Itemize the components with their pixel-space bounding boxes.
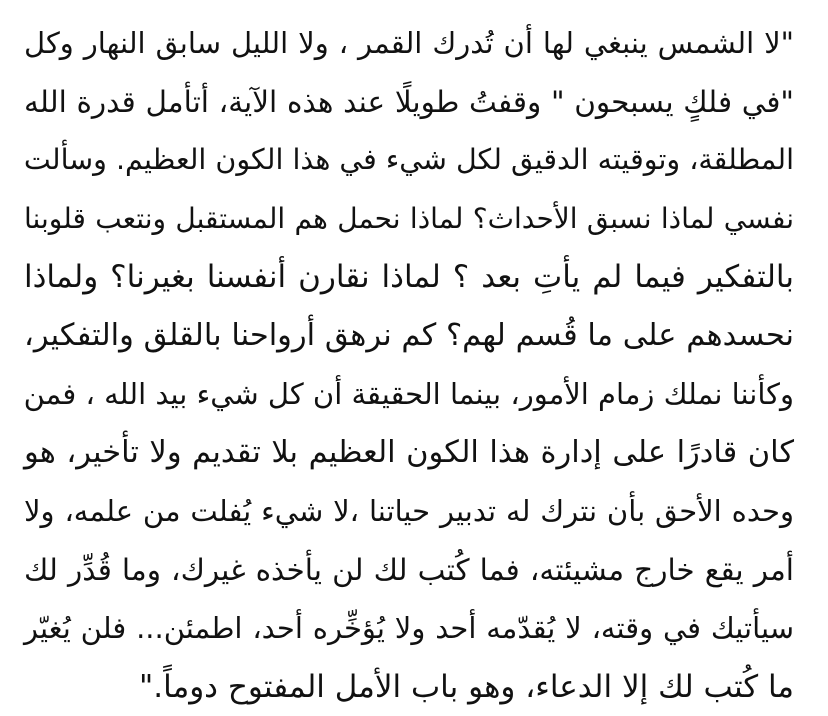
text-line-1: "لا الشمس ينبغي لها أن تُدرك القمر ، ولا الليل سابق النهار وكل: [24, 14, 794, 73]
text-line-2: "في فلكٍ يسبحون " وقفتُ طويلًا عند هذه الآية، أتأمل قدرة الله: [24, 73, 794, 132]
text-line-7: وكأننا نملك زمام الأمور، بينما الحقيقة أن كل شيء بيد الله ، فمن: [24, 365, 794, 424]
text-line-5: بالتفكير فيما لم يأتِ بعد ؟ لماذا نقارن أنفسنا بغيرنا؟ ولماذا: [24, 248, 794, 307]
text-line-11: سيأتيك في وقته، لا يُقدّمه أحد ولا يُؤخِّره أحد، اطمئن... فلن يُغيّر: [24, 599, 794, 658]
text-line-6: نحسدهم على ما قُسم لهم؟ كم نرهق أرواحنا بالقلق والتفكير،: [24, 307, 794, 366]
text-line-12: ما كُتب لك إلا الدعاء، وهو باب الأمل المفتوح دوماً.": [24, 658, 794, 716]
arabic-paragraph: [24, 14, 794, 716]
text-line-4: نفسي لماذا نسبق الأحداث؟ لماذا نحمل هم المستقبل ونتعب قلوبنا: [24, 190, 794, 249]
text-line-9: وحده الأحق بأن نترك له تدبير حياتنا ،لا شيء يُفلت من علمه، ولا: [24, 482, 794, 541]
text-line-3: المطلقة، وتوقيته الدقيق لكل شيء في هذا الكون العظيم. وسألت: [24, 131, 794, 190]
text-line-8: كان قادرًا على إدارة هذا الكون العظيم بلا تقديم ولا تأخير، هو: [24, 424, 794, 483]
text-line-10: أمر يقع خارج مشيئته، فما كُتب لك لن يأخذه غيرك، وما قُدِّر لك: [24, 541, 794, 600]
